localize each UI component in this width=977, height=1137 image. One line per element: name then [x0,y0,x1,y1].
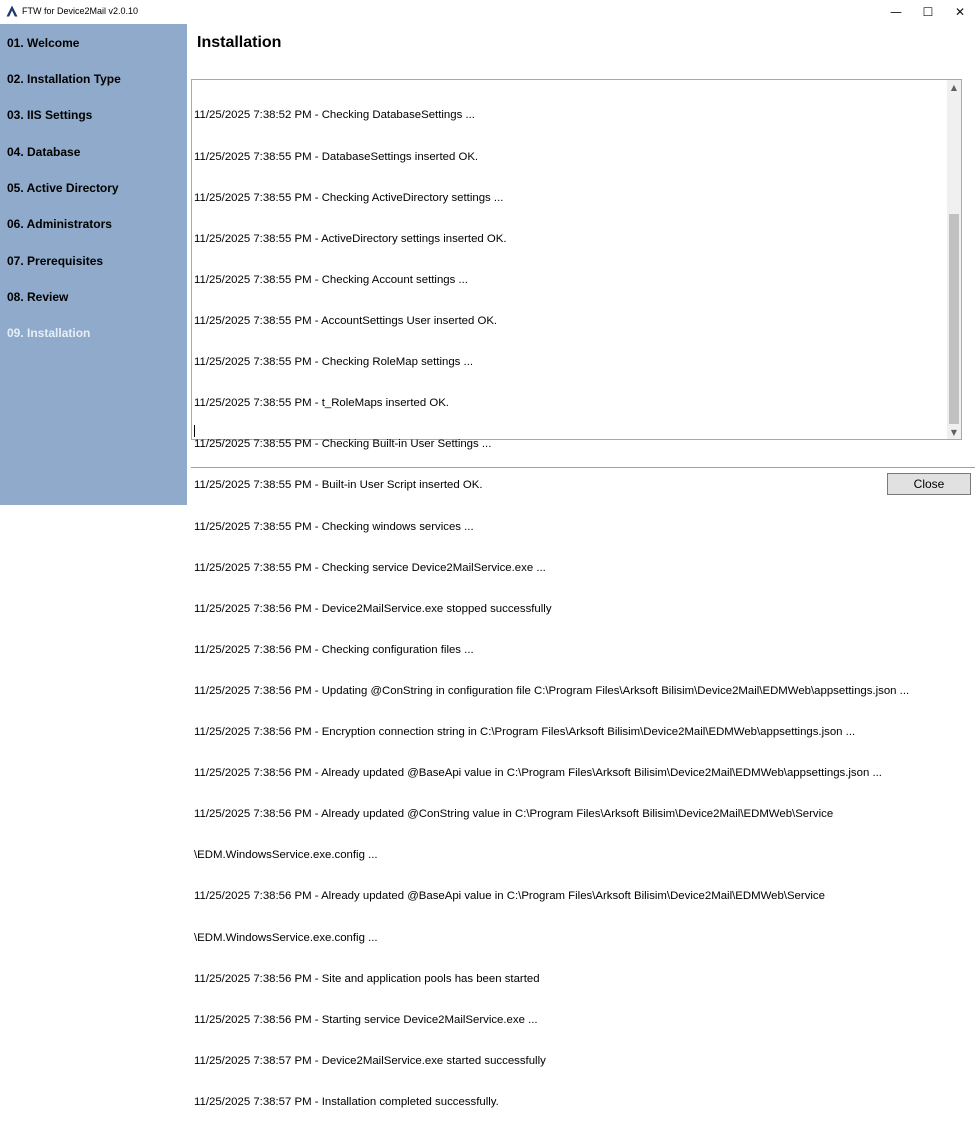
log-line: 11/25/2025 7:38:55 PM - Checking ActiveDirectory settings ... [194,191,504,204]
step-database: 04. Database [7,145,81,159]
step-prerequisites: 07. Prerequisites [7,254,104,268]
step-installation-type: 02. Installation Type [7,72,121,86]
log-line: 11/25/2025 7:38:55 PM - DatabaseSettings inserted OK. [194,150,479,163]
log-line: 11/25/2025 7:38:56 PM - Site and application pools has been started [194,972,540,985]
log-line: 11/25/2025 7:38:56 PM - Starting service Device2MailService.exe ... [194,1013,538,1026]
log-line: 11/25/2025 7:38:56 PM - Already updated @BaseApi value in C:\Program Files\Arksoft Bilisim\Device2Mail\EDMWeb\appsettings.json ... [194,767,882,780]
log-line: 11/25/2025 7:38:56 PM - Already updated @BaseApi value in C:\Program Files\Arksoft Bilisim\Device2Mail\EDMWeb\Service [194,890,825,903]
log-lines [194,82,946,1137]
app-logo-icon [6,5,18,17]
log-line: 11/25/2025 7:38:55 PM - Checking RoleMap settings ... [194,356,474,369]
scrollbar-thumb[interactable] [949,214,959,424]
log-line: 11/25/2025 7:38:56 PM - Updating @ConString in configuration file C:\Program Files\Arksoft Bilisim\Device2Mail\EDMWeb\appsettings.json ... [194,684,910,697]
log-line: 11/25/2025 7:38:55 PM - AccountSettings User inserted OK. [194,314,498,327]
log-line: \EDM.WindowsService.exe.config ... [194,931,378,944]
log-line: 11/25/2025 7:38:56 PM - Already updated @ConString value in C:\Program Files\Arksoft Bilisim\Device2Mail\EDMWeb\Service [194,808,834,821]
step-welcome: 01. Welcome [7,36,80,50]
scroll-up-arrow-icon[interactable]: ▲ [950,82,958,92]
text-caret [194,425,195,437]
wizard-steps-sidebar [0,24,187,505]
log-line: \EDM.WindowsService.exe.config ... [194,849,378,862]
step-installation-active: 09. Installation [7,326,91,340]
scroll-down-arrow-icon[interactable]: ▼ [950,427,958,437]
log-line: 11/25/2025 7:38:56 PM - Device2MailService.exe stopped successfully [194,602,552,615]
log-line: 11/25/2025 7:38:56 PM - Checking configuration files ... [194,643,474,656]
page-title: Installation [197,34,282,51]
log-line: 11/25/2025 7:38:55 PM - t_RoleMaps inserted OK. [194,397,449,410]
minimize-icon: — [890,5,902,19]
log-line: 11/25/2025 7:38:56 PM - Encryption connection string in C:\Program Files\Arksoft Bilisim\Device2Mail\EDMWeb\appsettings.json ... [194,726,856,739]
step-administrators: 06. Administrators [7,217,112,231]
close-icon: ✕ [954,5,966,19]
log-line: 11/25/2025 7:38:55 PM - Checking service Device2MailService.exe ... [194,561,546,574]
title-bar[interactable] [0,0,975,24]
close-window-button[interactable] [943,0,977,24]
log-line: 11/25/2025 7:38:55 PM - Checking Account settings ... [194,273,468,286]
log-line: 11/25/2025 7:38:55 PM - Checking Built-in User Settings ... [194,438,492,451]
log-line: 11/25/2025 7:38:55 PM - Checking windows services ... [194,520,474,533]
footer-divider [191,467,975,468]
maximize-button[interactable] [911,0,945,24]
log-line: 11/25/2025 7:38:55 PM - ActiveDirectory settings inserted OK. [194,232,507,245]
log-vertical-scrollbar[interactable] [947,80,961,439]
log-line: 11/25/2025 7:38:52 PM - Checking DatabaseSettings ... [194,109,475,122]
maximize-icon: ☐ [922,5,934,19]
log-line: 11/25/2025 7:38:57 PM - Installation completed successfully. [194,1096,499,1109]
log-line: 11/25/2025 7:38:57 PM - Device2MailService.exe started successfully [194,1054,546,1067]
step-iis-settings: 03. IIS Settings [7,108,93,122]
minimize-button[interactable] [879,0,913,24]
step-review: 08. Review [7,290,69,304]
log-line: 11/25/2025 7:38:55 PM - Built-in User Script inserted OK. [194,479,483,492]
window-title: FTW for Device2Mail v2.0.10 [22,6,139,16]
step-active-directory: 05. Active Directory [7,181,119,195]
close-button[interactable]: Close [887,473,971,495]
